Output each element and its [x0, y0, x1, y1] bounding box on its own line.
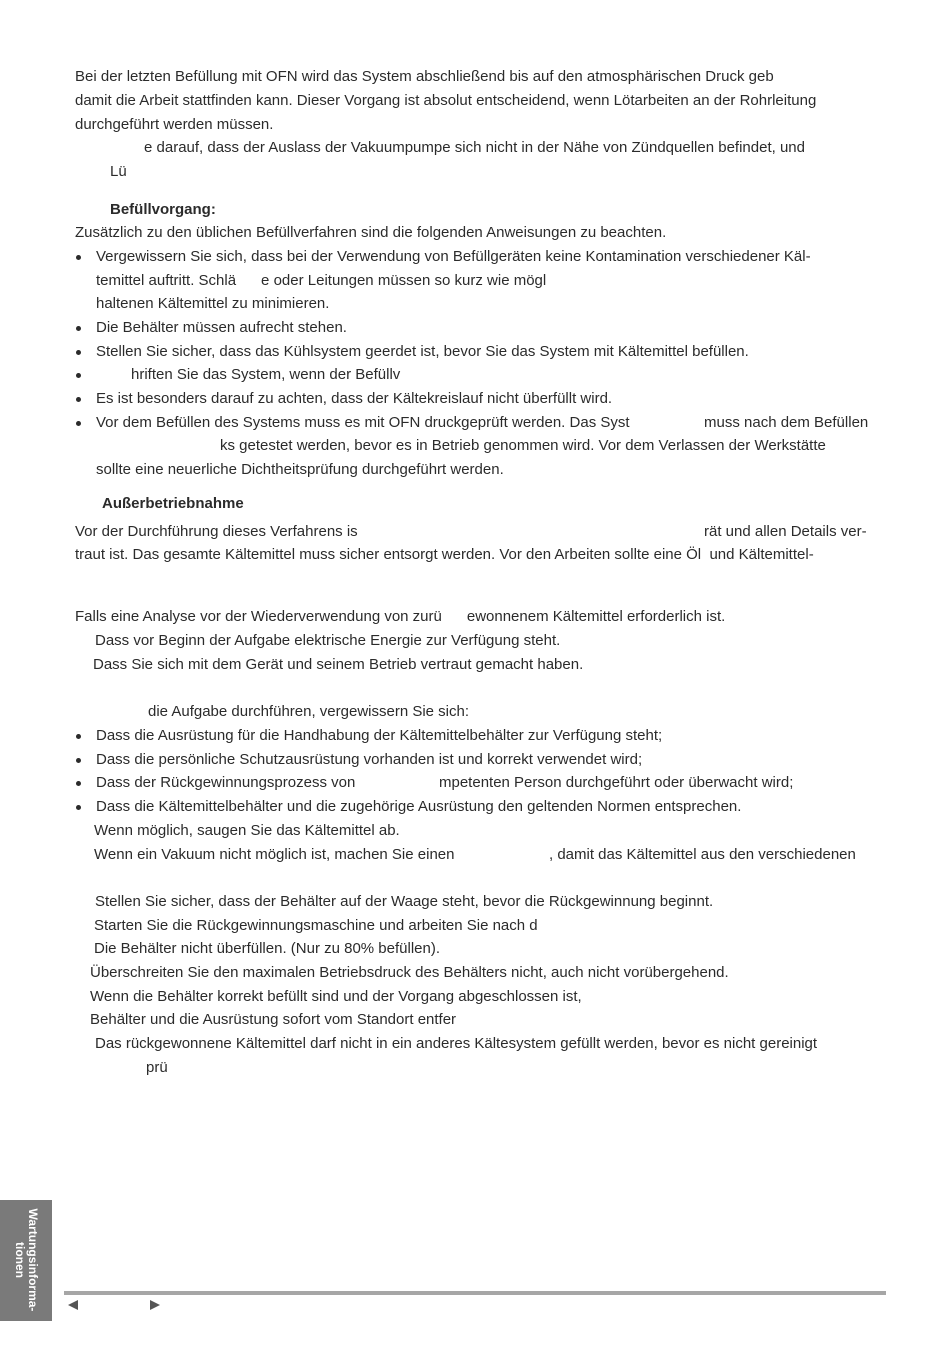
text-line: rät und allen Details ver- [704, 523, 867, 540]
text-line: Die Behälter nicht überfüllen. (Nur zu 80% befüllen). [94, 940, 441, 957]
text-line: damit die Arbeit stattfinden kann. Dieser Vorgang ist absolut entscheidend, wenn Lötarbeiten an der Rohrleitung [75, 92, 817, 109]
text-line: , damit das Kältemittel aus den verschiedenen [549, 846, 856, 863]
text-line: Falls eine Analyse vor der Wiederverwendung von zurü ewonnenem Kältemittel erforderlich ist. [75, 608, 726, 625]
list-item: Die Behälter müssen aufrecht stehen. [96, 319, 347, 336]
list-item: Stellen Sie sicher, dass das Kühlsystem geerdet ist, bevor Sie das System mit Kältemittel befüllen. [96, 343, 749, 360]
list-item: hriften Sie das System, wenn der Befüllv [131, 366, 401, 383]
bullet [76, 734, 81, 739]
list-item: Es ist besonders darauf zu achten, dass der Kältekreislauf nicht überfüllt wird. [96, 390, 613, 407]
list-item: Dass die Kältemittelbehälter und die zugehörige Ausrüstung den geltenden Normen entsprechen. [96, 798, 742, 815]
text-line: sollte eine neuerliche Dichtheitsprüfung durchgeführt werden. [96, 461, 504, 478]
text-line: die Aufgabe durchführen, vergewissern Sie sich: [148, 703, 470, 720]
bullet [76, 805, 81, 810]
next-page-icon[interactable] [150, 1300, 160, 1310]
bullet [76, 255, 81, 260]
bullet [76, 758, 81, 763]
text-line: Starten Sie die Rückgewinnungsmaschine und arbeiten Sie nach d [94, 917, 538, 934]
side-chapter-label: Wartungsinforma- tionen [13, 1208, 40, 1312]
text-line: Dass vor Beginn der Aufgabe elektrische Energie zur Verfügung steht. [95, 632, 561, 649]
text-line: ks getestet werden, bevor es in Betrieb genommen wird. Vor dem Verlassen der Werkstätte [220, 437, 826, 454]
text-line: Vor der Durchführung dieses Verfahrens is [75, 523, 358, 540]
text-line: durchgeführt werden müssen. [75, 116, 274, 133]
text-line: Wenn ein Vakuum nicht möglich ist, machen Sie einen [94, 846, 455, 863]
text-line: e darauf, dass der Auslass der Vakuumpumpe sich nicht in der Nähe von Zündquellen befindet, und [144, 139, 805, 156]
bullet [76, 350, 81, 355]
text-line: Dass Sie sich mit dem Gerät und seinem Betrieb vertraut gemacht haben. [93, 656, 584, 673]
list-item: Dass die Ausrüstung für die Handhabung der Kältemittelbehälter zur Verfügung steht; [96, 727, 663, 744]
text-line: Überschreiten Sie den maximalen Betriebsdruck des Behälters nicht, auch nicht vorübergehend. [90, 964, 729, 981]
text-line: mpetenten Person durchgeführt oder überwacht wird; [439, 774, 794, 791]
footer-divider [64, 1291, 886, 1295]
text-line: Wenn die Behälter korrekt befüllt sind und der Vorgang abgeschlossen ist, [90, 988, 582, 1005]
bullet [76, 373, 81, 378]
list-item: Vor dem Befüllen des Systems muss es mit OFN druckgeprüft werden. Das Syst [96, 414, 630, 431]
text-line: Wenn möglich, saugen Sie das Kältemittel ab. [94, 822, 400, 839]
text-line: Bei der letzten Befüllung mit OFN wird das System abschließend bis auf den atmosphärischen Druck geb [75, 68, 774, 85]
text-line: Das rückgewonnene Kältemittel darf nicht in ein anderes Kältesystem gefüllt werden, bevor es nicht gereinigt [95, 1035, 818, 1052]
bullet [76, 781, 81, 786]
bullet [76, 326, 81, 331]
text-line: Zusätzlich zu den üblichen Befüllverfahren sind die folgenden Anweisungen zu beachten. [75, 224, 667, 241]
text-line: traut ist. Das gesamte Kältemittel muss sicher entsorgt werden. Vor den Arbeiten sollte eine Öl und Kältemittel- [75, 546, 814, 563]
text-line: temittel auftritt. Schlä e oder Leitungen müssen so kurz wie mögl [96, 272, 547, 289]
text-line: Stellen Sie sicher, dass der Behälter auf der Waage steht, bevor die Rückgewinnung beginnt. [95, 893, 714, 910]
side-chapter-tab [0, 1200, 52, 1321]
section-heading: Außerbetriebnahme [102, 495, 244, 512]
list-item: Dass der Rückgewinnungsprozess von [96, 774, 356, 791]
list-item: Dass die persönliche Schutzausrüstung vorhanden ist und korrekt verwendet wird; [96, 751, 643, 768]
list-item: Vergewissern Sie sich, dass bei der Verwendung von Befüllgeräten keine Kontamination verschiedener Käl- [96, 248, 811, 265]
text-line: muss nach dem Befüllen [704, 414, 869, 431]
bullet [76, 397, 81, 402]
previous-page-icon[interactable] [68, 1300, 78, 1310]
text-line: Lü [110, 163, 127, 180]
text-line: Behälter und die Ausrüstung sofort vom Standort entfer [90, 1011, 457, 1028]
text-line: prü [146, 1059, 168, 1076]
text-line: haltenen Kältemittel zu minimieren. [96, 295, 330, 312]
section-heading: Befüllvorgang: [110, 201, 216, 218]
bullet [76, 421, 81, 426]
